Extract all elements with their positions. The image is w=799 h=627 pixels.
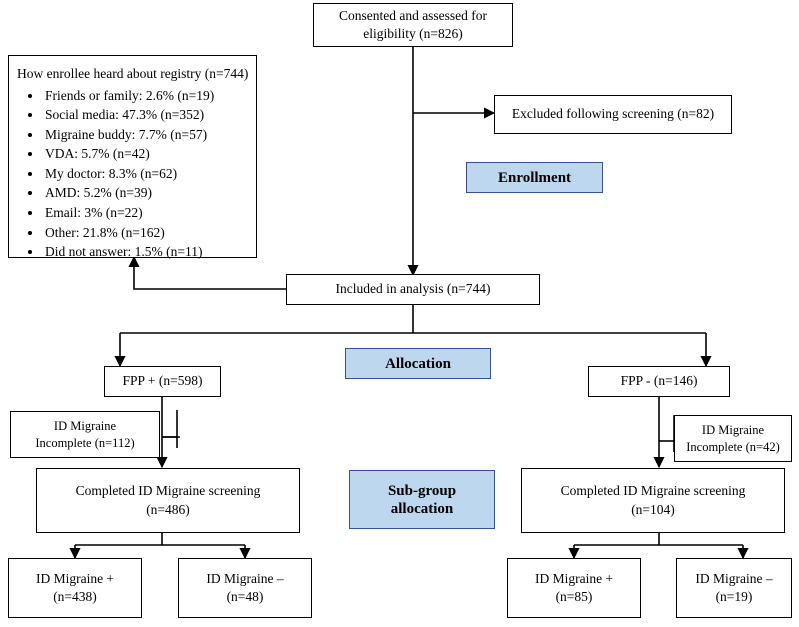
box-fpp-positive [104, 366, 221, 397]
box-completed-screening-right [521, 468, 785, 533]
stage-allocation-label: Allocation [385, 355, 451, 372]
box-id-incomplete-right-line-2: Incomplete (n=42) [686, 439, 780, 454]
box-completed-screening-right-line-1: Completed ID Migraine screening [560, 483, 746, 499]
box-completed-screening-left-line-2: (n=486) [146, 501, 190, 517]
box-id-incomplete-right-line-1: ID Migraine [701, 422, 765, 437]
box-id-pos-right-line-1: ID Migraine + [534, 570, 614, 586]
box-id-incomplete-left [10, 411, 160, 458]
legend-item: • Other: 21.8% (n=162) [43, 223, 250, 243]
stage-enrollment-label: Enrollment [497, 169, 572, 186]
box-id-migraine-positive-right [507, 558, 641, 618]
box-completed-screening-left [36, 468, 300, 533]
box-id-incomplete-right [674, 415, 792, 462]
legend-title: How enrollee heard about registry (n=744) [17, 66, 249, 81]
box-id-incomplete-left-line-2: Incomplete (n=112) [35, 435, 135, 450]
legend-item: • Did not answer: 1.5% (n=11) [43, 242, 250, 262]
box-included-line-1: Included in analysis (n=744) [335, 281, 491, 297]
box-fpp-negative [588, 366, 730, 397]
box-id-migraine-negative-left [178, 558, 312, 618]
box-id-neg-left-line-2: (n=48) [226, 589, 264, 604]
box-completed-screening-right-line-2: (n=104) [631, 501, 675, 517]
box-id-migraine-negative-right [676, 558, 792, 618]
legend-list [17, 86, 250, 262]
box-fpp-positive-line-1: FPP + (n=598) [122, 373, 203, 389]
stage-subgroup-label-line-2: allocation [390, 500, 454, 517]
box-id-neg-right-line-2: (n=19) [715, 589, 753, 604]
box-id-pos-right-line-2: (n=85) [555, 589, 593, 604]
legend-item: • VDA: 5.7% (n=42) [43, 144, 250, 164]
stage-enrollment [466, 162, 603, 193]
box-included-in-analysis [286, 274, 540, 305]
box-consented-line-2: eligibility (n=826) [363, 26, 463, 41]
stage-subgroup-label-line-1: Sub-group [387, 482, 457, 499]
box-excluded [494, 95, 732, 134]
legend-item: • My doctor: 8.3% (n=62) [43, 164, 250, 184]
box-completed-screening-left-line-1: Completed ID Migraine screening [75, 483, 261, 499]
legend-registry-source [8, 55, 257, 258]
box-consented-line-1: Consented and assessed for [338, 7, 488, 23]
stage-subgroup-allocation [349, 470, 495, 529]
box-id-neg-left-line-1: ID Migraine – [206, 570, 284, 586]
legend-item: • Migraine buddy: 7.7% (n=57) [43, 125, 250, 145]
legend-item: • Friends or family: 2.6% (n=19) [43, 86, 250, 106]
box-id-migraine-positive-left [8, 558, 142, 618]
box-id-incomplete-left-line-1: ID Migraine [53, 418, 117, 433]
legend-item: • AMD: 5.2% (n=39) [43, 183, 250, 203]
box-id-pos-left-line-1: ID Migraine + [35, 570, 115, 586]
box-fpp-negative-line-1: FPP - (n=146) [620, 373, 698, 389]
box-excluded-line-1: Excluded following screening (n=82) [511, 106, 715, 122]
box-id-neg-right-line-1: ID Migraine – [695, 570, 773, 586]
box-consented [313, 3, 513, 47]
box-id-pos-left-line-2: (n=438) [53, 589, 97, 604]
legend-item: • Email: 3% (n=22) [43, 203, 250, 223]
stage-allocation [345, 348, 491, 379]
legend-item: • Social media: 47.3% (n=352) [43, 105, 250, 125]
